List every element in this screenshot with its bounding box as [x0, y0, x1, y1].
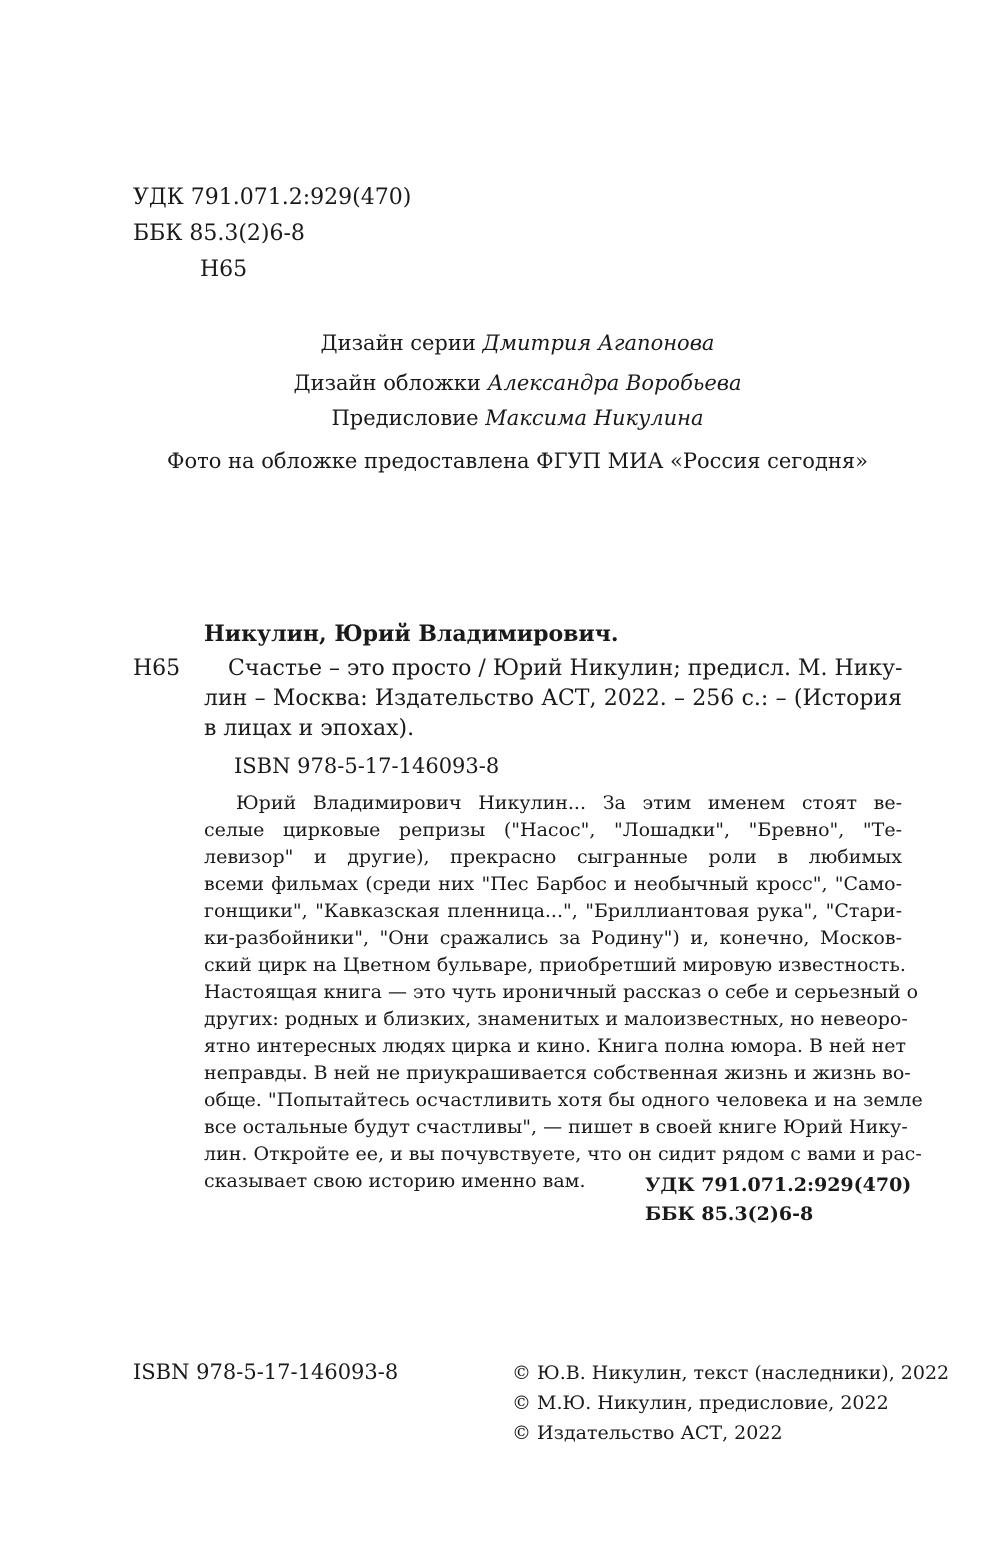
catalog-author-heading: Никулин, Юрий Владимирович.: [204, 621, 619, 647]
bibliographic-description: [204, 654, 902, 744]
udk-code: УДК 791.071.2:929(470): [133, 185, 412, 210]
annotation-line: Юрий Владимирович Никулин... За этим именем стоят ве-: [236, 792, 902, 814]
series-design-credit: [0, 329, 1000, 357]
cover-design-name: Александра Воробьева: [487, 371, 742, 395]
annotation-line: лин. Откройте ее, и вы почувствуете, что он сидит рядом с вами и рас-: [204, 1143, 922, 1165]
author-mark: Н65: [200, 257, 248, 282]
foreword-credit: [0, 404, 1000, 432]
copyright-line: © М.Ю. Никулин, предисловие, 2022: [512, 1392, 889, 1414]
catalog-bbk-bold: ББК 85.3(2)6-8: [645, 1203, 814, 1225]
bib-line: Счастье – это просто / Юрий Никулин; предисл. М. Нику-: [228, 656, 903, 681]
annotation-line: все остальные будут счастливы", — пишет в своей книге Юрий Нику-: [204, 1116, 908, 1138]
bbk-code: ББК 85.3(2)6-8: [133, 221, 305, 246]
photo-credit: Фото на обложке предоставлена ФГУП МИА «Россия сегодня»: [167, 449, 868, 473]
annotation-line: гонщики", "Кавказская пленница...", "Бриллиантовая рука", "Стари-: [204, 900, 902, 922]
annotation-line: всеми фильмах (среди них "Пес Барбос и необычный кросс", "Само-: [204, 873, 902, 895]
copyright-line: © Ю.В. Никулин, текст (наследники), 2022: [512, 1362, 950, 1384]
annotation-line: других: родных и близких, знаменитых и малоизвестных, но невеоро-: [204, 1008, 908, 1030]
annotation-line: ки-разбойники", "Они сражались за Родину") и, конечно, Москов-: [204, 927, 902, 949]
catalog-author-mark: Н65: [133, 656, 181, 681]
annotation-line: левизор" и другие), прекрасно сыгранные роли в любимых: [204, 846, 902, 868]
cover-design-label: Дизайн обложки: [293, 371, 488, 395]
annotation-line: селые цирковые репризы ("Насос", "Лошадки", "Бревно", "Те-: [204, 819, 902, 841]
bib-line: в лицах и эпохах).: [204, 716, 415, 741]
catalog-isbn: ISBN 978-5-17-146093-8: [234, 754, 500, 778]
footer-isbn: ISBN 978-5-17-146093-8: [133, 1360, 399, 1384]
annotation: [204, 790, 923, 1195]
annotation-line: неправды. В ней не приукрашивается собственная жизнь и жизнь во-: [204, 1062, 911, 1084]
series-design-name: Дмитрия Агапонова: [482, 331, 715, 355]
copyright-list: [512, 1358, 949, 1448]
annotation-line: сказывает свою историю именно вам.: [204, 1170, 586, 1192]
annotation-line: Настоящая книга — это чуть ироничный рассказ о себе и серьезный о: [204, 981, 919, 1003]
bib-line: лин – Москва: Издательство АСТ, 2022. – 256 с.: – (История: [204, 686, 902, 711]
catalog-udk-bold: УДК 791.071.2:929(470): [645, 1174, 912, 1196]
cover-design-credit: [0, 369, 1000, 397]
foreword-label: Предисловие: [331, 406, 486, 430]
series-design-label: Дизайн серии: [320, 331, 483, 355]
annotation-line: ятно интересных людях цирка и кино. Книга полна юмора. В ней нет: [204, 1035, 906, 1057]
copyright-line: © Издательство АСТ, 2022: [512, 1422, 783, 1444]
annotation-line: ский цирк на Цветном бульваре, приобретший мировую известность.: [204, 954, 906, 976]
foreword-name: Максима Никулина: [485, 406, 704, 430]
annotation-line: обще. "Попытайтесь осчастливить хотя бы одного человека и на земле: [204, 1089, 923, 1111]
